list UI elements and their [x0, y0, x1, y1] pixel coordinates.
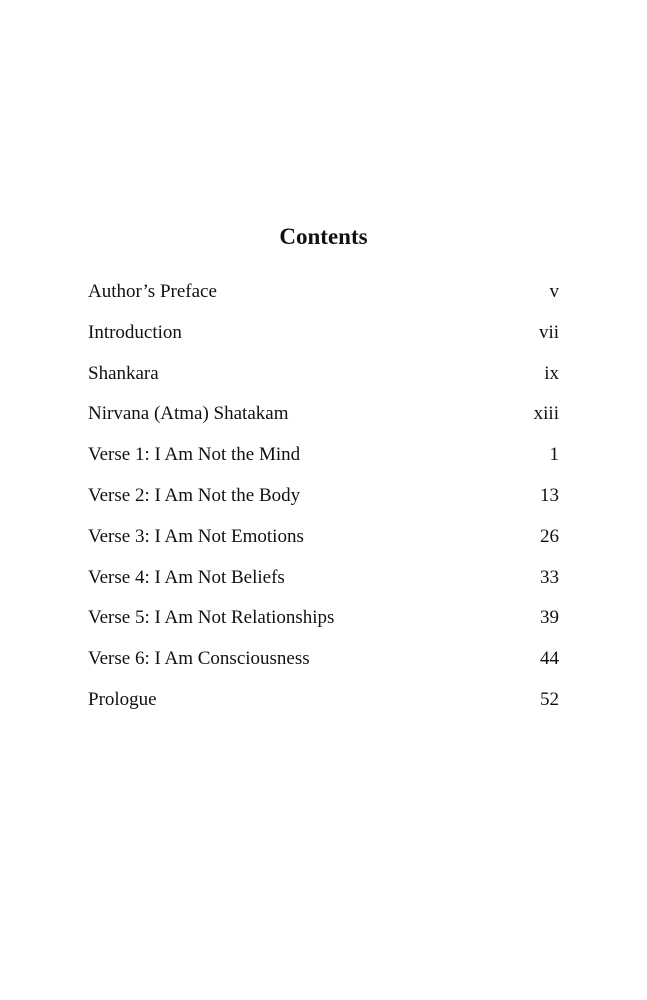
toc-entry-page: 13 — [540, 484, 559, 506]
toc-entry-title: Author’s Preface — [88, 281, 217, 302]
toc-entry — [88, 401, 559, 442]
toc-entry-title: Prologue — [88, 688, 157, 710]
toc-entry-page: vii — [538, 321, 559, 343]
toc-entry-title: Verse 5: I Am Not Relationships — [88, 607, 335, 629]
toc-entry-title: Nirvana (Atma) Shatakam — [88, 403, 289, 425]
toc-entry-page: ix — [544, 362, 559, 384]
toc-entry — [88, 279, 559, 320]
toc-entry — [88, 605, 559, 646]
toc-entry-page: 26 — [540, 525, 559, 547]
toc-entry — [88, 687, 559, 728]
table-of-contents — [88, 279, 559, 728]
toc-entry — [88, 320, 559, 361]
toc-entry-title: Shankara — [88, 362, 159, 384]
toc-entry-page: v — [549, 281, 559, 302]
toc-entry — [88, 483, 559, 524]
toc-entry-page: 1 — [549, 444, 559, 466]
toc-entry-page: 52 — [540, 688, 559, 710]
toc-entry-page: 44 — [540, 648, 559, 670]
toc-entry-title: Verse 2: I Am Not the Body — [88, 484, 301, 506]
toc-entry-title: Introduction — [88, 321, 182, 343]
toc-entry-page: 33 — [540, 566, 559, 588]
toc-entry-title: Verse 6: I Am Consciousness — [88, 648, 310, 670]
toc-entry — [88, 361, 559, 402]
toc-entry-title: Verse 1: I Am Not the Mind — [88, 444, 301, 466]
toc-entry — [88, 565, 559, 606]
toc-entry — [88, 442, 559, 483]
toc-entry — [88, 524, 559, 565]
toc-entry-page: xiii — [533, 403, 559, 425]
toc-entry — [88, 646, 559, 687]
toc-entry-title: Verse 3: I Am Not Emotions — [88, 525, 304, 547]
toc-entry-title: Verse 4: I Am Not Beliefs — [88, 566, 285, 588]
contents-heading: Contents — [279, 224, 368, 249]
toc-entry-page: 39 — [540, 607, 559, 629]
